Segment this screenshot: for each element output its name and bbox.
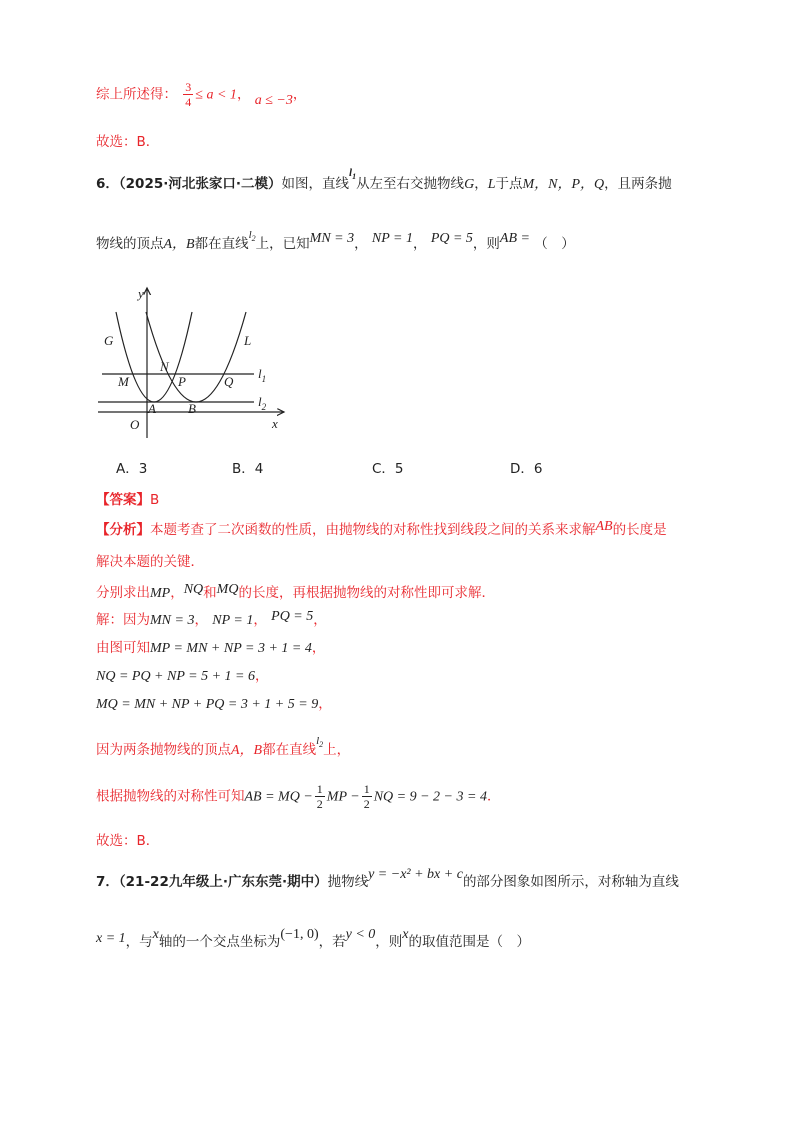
eq-part2: MP − xyxy=(326,789,360,805)
q7-text: ，则 xyxy=(375,934,403,950)
solution-line6 xyxy=(96,782,500,811)
q6-figure xyxy=(92,282,292,442)
q7-equation: y = −x² + bx + c xyxy=(368,867,463,882)
q7-text: ，若 xyxy=(318,934,346,950)
text: 因为两条抛物线的顶点 xyxy=(96,742,231,758)
q6-G: G xyxy=(464,177,475,192)
q6-source: （2025·河北张家口·二模） xyxy=(118,176,282,192)
eq-PQ: PQ = 5 xyxy=(271,609,314,624)
solution-line4 xyxy=(96,692,332,713)
q6-NP: NP = 1 xyxy=(371,231,414,246)
analysis-tag: 【分析】 xyxy=(96,522,150,538)
label-L: L xyxy=(244,333,252,348)
frac-denominator: 4 xyxy=(185,95,192,109)
text: ， xyxy=(254,668,269,684)
label-M: M xyxy=(118,374,129,389)
q7-text: 的部分图象如图所示，对称轴为直线 xyxy=(462,874,679,890)
text: 都在直线 xyxy=(262,742,317,758)
answer-line-5: 故选：B． xyxy=(96,134,160,150)
q7-axis-eq: x = 1 xyxy=(96,931,126,946)
l-sub: 2 xyxy=(251,234,256,244)
q6-text: ，则 xyxy=(472,236,500,252)
l2-sub: 2 xyxy=(261,402,267,412)
label-O: O xyxy=(130,417,140,432)
q7-source: （21-22九年级上·广东东莞·期中） xyxy=(118,874,328,890)
q7-number: 7． xyxy=(96,874,119,890)
eq-part1: AB = MQ − xyxy=(244,789,313,805)
final-answer: 故选：B． xyxy=(96,833,160,849)
text: ， xyxy=(311,640,326,656)
option-c[interactable]: C．5 xyxy=(372,461,404,477)
condition-1: ≤ a < 1 xyxy=(195,87,237,103)
text: ， xyxy=(318,696,332,712)
q7-text: ，与 xyxy=(125,934,153,950)
seg-MP: MP xyxy=(150,586,171,601)
frac-den: 2 xyxy=(316,797,323,811)
eq-part3: NQ = 9 − 2 − 3 = 4 xyxy=(373,789,487,805)
l-sub: 1 xyxy=(352,172,357,182)
frac-numerator: 3 xyxy=(185,80,192,94)
text: 解：因为 xyxy=(96,612,150,628)
q7-x: x xyxy=(402,927,409,942)
text: 和 xyxy=(203,585,217,601)
q6-number: 6． xyxy=(96,176,119,192)
condition-2: a ≤ −3 xyxy=(254,92,293,108)
label-x: x xyxy=(272,416,278,431)
l-symbol: l xyxy=(248,229,252,241)
q6-l2 xyxy=(248,229,256,244)
l1-sub: 1 xyxy=(261,374,267,384)
label-G: G xyxy=(104,333,114,348)
q7-text: 抛物线 xyxy=(327,874,369,890)
text: 由图可知 xyxy=(96,640,150,656)
q6-text: 如图，直线 xyxy=(281,176,349,192)
q6-options xyxy=(116,457,542,477)
option-d[interactable]: D．6 xyxy=(510,461,543,477)
l1-symbol: l xyxy=(258,366,262,381)
label-A: A xyxy=(148,401,156,416)
separator: ， xyxy=(236,86,251,103)
q6-PQ: PQ = 5 xyxy=(430,231,473,246)
eq-MQ: MQ = MN + NP + PQ = 3 + 1 + 5 = 9 xyxy=(96,697,319,712)
answer-value: B xyxy=(150,492,160,508)
q7-stem-line1 xyxy=(96,867,679,891)
q6-AB: A，B xyxy=(163,237,195,252)
label-P: P xyxy=(178,374,186,389)
q6-blank: （ ） xyxy=(534,236,575,252)
q7-text: 轴的一个交点坐标为 xyxy=(158,934,281,950)
q6-text: 物线的顶点 xyxy=(96,236,164,252)
q6-text: 上，已知 xyxy=(255,236,310,252)
text: 根据抛物线的对称性可知 xyxy=(96,788,245,805)
eq-MP: MP = MN + NP = 3 + 1 = 4 xyxy=(150,641,312,656)
l-symbol: l xyxy=(316,735,320,747)
solution-line2 xyxy=(96,636,325,657)
solution-line3 xyxy=(96,664,268,685)
l2-symbol: l xyxy=(258,394,262,409)
option-b[interactable]: B．4 xyxy=(232,461,264,477)
q6-text: 都在直线 xyxy=(194,236,249,252)
label-N: N xyxy=(160,359,169,374)
eq-MN: MN = 3 xyxy=(150,613,195,628)
q7-x: x xyxy=(152,927,159,942)
q7-text: 的取值范围是（ ） xyxy=(408,934,531,950)
label-Q: Q xyxy=(224,374,234,389)
analysis-text-end: 的长度是 xyxy=(612,522,667,538)
solution-line1 xyxy=(96,608,327,629)
q6-points: M，N，P，Q xyxy=(522,177,605,192)
l-symbol: l xyxy=(349,167,353,179)
answer-line xyxy=(96,488,159,508)
text: ， xyxy=(313,612,327,628)
q6-comma: ， xyxy=(413,236,427,252)
text: ， xyxy=(194,612,208,628)
q7-condition: y < 0 xyxy=(345,927,376,942)
option-a[interactable]: A．3 xyxy=(116,461,148,477)
frac-num: 1 xyxy=(316,782,323,796)
text: 的长度，再根据抛物线的对称性即可求解． xyxy=(238,585,495,601)
l-sub: 2 xyxy=(319,740,324,750)
text: ． xyxy=(486,788,501,805)
label-l2 xyxy=(258,394,267,412)
label-B: B xyxy=(188,401,196,416)
solution-line5 xyxy=(96,735,351,759)
text: 分别求出 xyxy=(96,585,150,601)
q6-L: L xyxy=(487,177,496,192)
q6-stem-line2 xyxy=(96,229,575,253)
analysis-line1 xyxy=(96,518,667,539)
q6-comma: ， xyxy=(354,236,368,252)
conclusion-line xyxy=(96,80,306,109)
vertex-l2 xyxy=(316,735,324,750)
seg-MQ: MQ xyxy=(216,582,239,597)
q6-AB-eq: AB = xyxy=(499,231,530,246)
frac-den: 2 xyxy=(363,797,370,811)
q6-text: 于点 xyxy=(495,176,523,192)
q6-stem-line1 xyxy=(96,167,672,193)
q6-MN: MN = 3 xyxy=(309,231,355,246)
eq-NQ: NQ = PQ + NP = 5 + 1 = 6 xyxy=(96,669,255,684)
label-l1 xyxy=(258,366,266,384)
q6-text: ，且两条抛 xyxy=(604,176,672,192)
q6-text: 从左至右交抛物线 xyxy=(356,176,465,192)
q7-stem-line2 xyxy=(96,927,531,951)
analysis-text: 本题考查了二次函数的性质，由抛物线的对称性找到线段之间的关系来求解 xyxy=(150,522,596,538)
analysis-line2: 解决本题的关键． xyxy=(96,554,204,570)
frac-half-1 xyxy=(315,782,325,811)
q7-point: (−1, 0) xyxy=(280,927,319,942)
pts-AB: A，B xyxy=(231,743,263,758)
text: ， xyxy=(253,612,267,628)
frac-num: 1 xyxy=(363,782,370,796)
conclusion-text: 综上所述得： xyxy=(96,86,177,103)
q6-l1 xyxy=(349,167,357,182)
q6-comma: ， xyxy=(474,176,488,192)
eq-NP: NP = 1 xyxy=(212,613,254,628)
answer-tag: 【答案】 xyxy=(96,492,150,508)
frac-half-2 xyxy=(362,782,372,811)
analysis-AB: AB xyxy=(595,519,613,534)
analysis-line3 xyxy=(96,581,495,602)
text: ， xyxy=(170,585,184,601)
separator: ， xyxy=(292,86,307,103)
fraction-three-quarters xyxy=(183,80,193,109)
seg-NQ: NQ xyxy=(183,582,204,597)
label-y: y xyxy=(138,286,144,301)
text: 上， xyxy=(323,742,351,758)
